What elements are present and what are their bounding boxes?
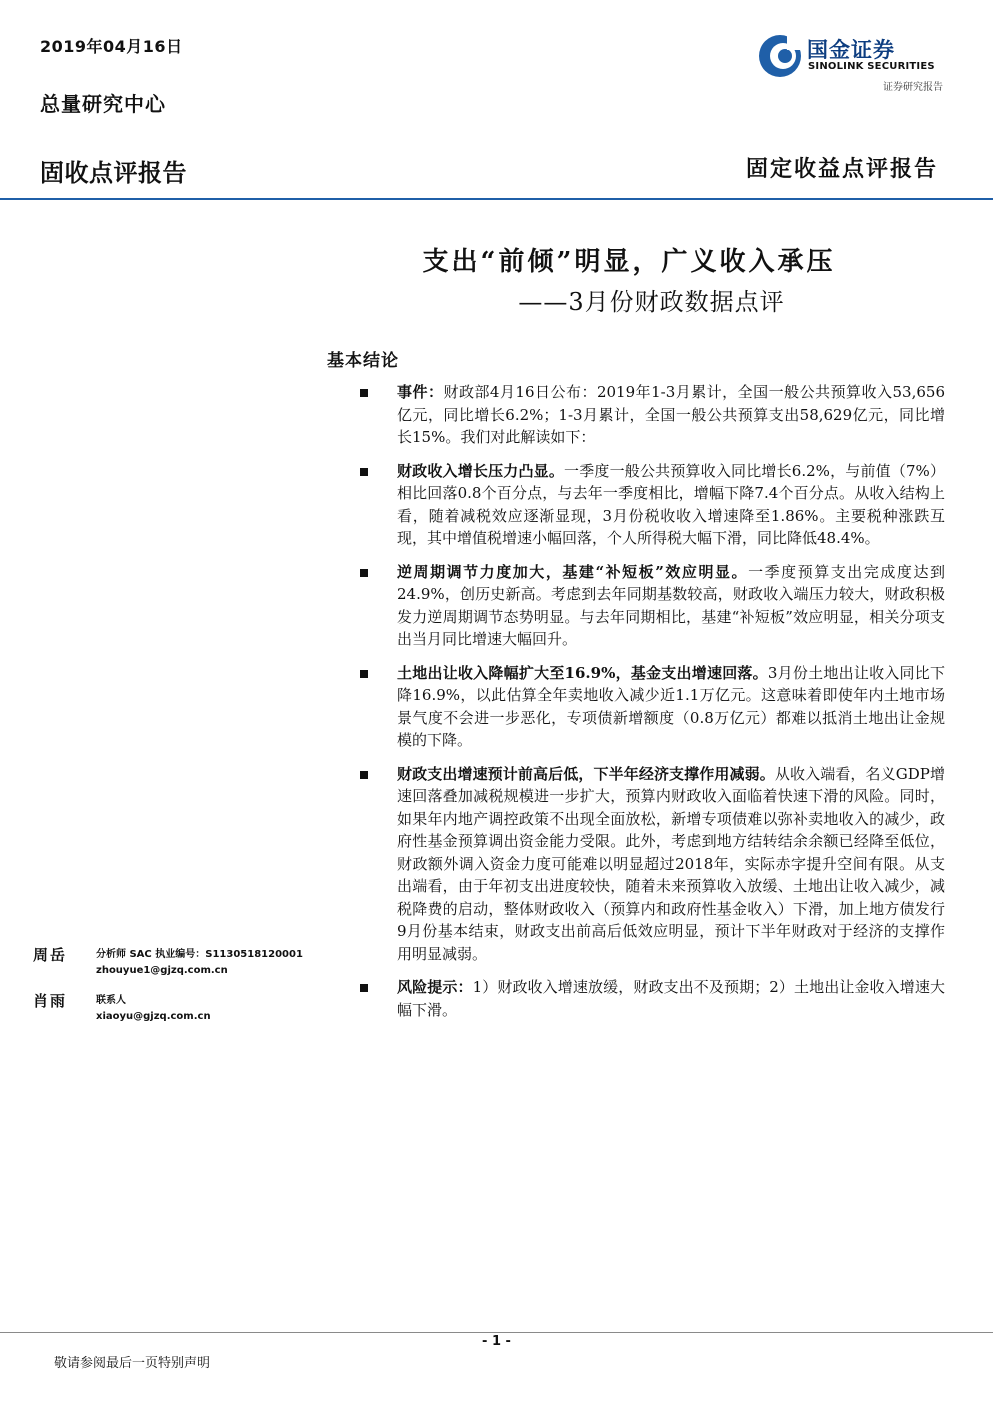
analyst-info	[96, 947, 303, 979]
list-item	[360, 662, 945, 752]
bullet-title: 事件：	[397, 383, 444, 401]
square-bullet-icon	[360, 984, 368, 992]
bullet-text: 3月份土地出让收入同比下降16.9%，以此估算全年卖地收入减少近1.1万亿元。这意味着即使年内土地市场景气度不会进一步恶化，专项债新增额度（0.8万亿元）都难以抵消土地出让金规模的下降。	[397, 663, 946, 749]
company-logo	[757, 33, 947, 78]
bullet-title: 风险提示：	[397, 978, 473, 996]
contact-email: xiaoyu@gjzq.com.cn	[96, 1011, 211, 1022]
report-title: 支出“前倾”明显，广义收入承压	[422, 247, 836, 277]
report-type-right: 固定收益点评报告	[745, 156, 938, 182]
header-rule	[0, 198, 993, 200]
contact-info	[96, 993, 211, 1025]
analyst-credential: 分析师 SAC 执业编号：S1130518120001	[96, 949, 303, 960]
logo-text-cn: 国金证券	[807, 38, 895, 62]
report-subtitle: ——3月份财政数据点评	[518, 288, 785, 316]
report-date: 2019年04月16日	[40, 37, 183, 56]
bullet-title: 财政支出增速预计前高后低，下半年经济支撑作用减弱。	[397, 764, 775, 783]
bullet-text: 一季度预算支出完成度达到24.9%，创历史新高。考虑到去年同期基数较高，财政收入端压力较大，财政积极发力逆周期调节态势明显。与去年同期相比，基建“补短板”效应明显，相关分项支出当月同比增速大幅回升。	[397, 562, 945, 648]
list-item	[360, 460, 945, 550]
analyst-email: zhouyue1@gjzq.com.cn	[96, 965, 228, 976]
footer-rule	[0, 1332, 993, 1333]
analyst-name: 周岳	[33, 946, 68, 964]
bullet-title: 财政收入增长压力凸显。	[397, 461, 565, 480]
bullet-text: 财政部4月16日公布：2019年1-3月累计，全国一般公共预算收入53,656亿元，同比增长6.2%；1-3月累计，全国一般公共预算支出58,629亿元，同比增长15%。我们对此解读如下：	[397, 383, 945, 446]
report-type: 固收点评报告	[40, 159, 187, 187]
square-bullet-icon	[360, 670, 368, 678]
bullet-text: 一季度一般公共预算收入同比增长6.2%，与前值（7%）相比回落0.8个百分点，与去年一季度相比，增幅下降7.4个百分点。从收入结构上看，随着减税效应逐渐显现，3月份税收收入增速降至1.86%。主要税种涨跌互现，其中增值税增速小幅回落，个人所得税大幅下滑，同比降低48.4%。	[397, 461, 945, 547]
contact-role: 联系人	[96, 995, 126, 1006]
square-bullet-icon	[360, 389, 368, 397]
bullet-text: 从收入端看，名义GDP增速回落叠加减税规模进一步扩大，预算内财政收入面临着快速下滑的风险。同时，如果年内地产调控政策不出现全面放松，新增专项债难以弥补卖地收入的减少，政府性基金预算调出资金能力受限。此外，考虑到地方结转结余余额已经降至低位，财政额外调入资金力度可能难以明显超过2018年，实际赤字提升空间有限。从支出端看，由于年初支出进度较快，随着未来预算收入放缓、土地出让收入减少，减税降费的启动，整体财政收入（预算内和政府性基金收入）下滑，加上地方债发行9月份基本结束，财政支出前高后低效应明显，预计下半年财政对于经济的支撑作用明显减弱。	[397, 764, 945, 963]
bullet-title: 逆周期调节力度加大，基建“补短板”效应明显。	[397, 562, 749, 581]
bullet-title: 土地出让收入降幅扩大至16.9%，基金支出增速回落。	[397, 663, 768, 682]
footer-disclaimer: 敬请参阅最后一页特别声明	[54, 1356, 211, 1371]
list-item	[360, 763, 945, 966]
conclusion-list	[360, 381, 945, 1032]
section-heading: 基本结论	[327, 351, 399, 371]
list-item	[360, 976, 945, 1021]
list-item	[360, 561, 945, 651]
research-center: 总量研究中心	[40, 92, 166, 116]
square-bullet-icon	[360, 468, 368, 476]
logo-text-en: SINOLINK SECURITIES	[808, 61, 935, 72]
list-item	[360, 381, 945, 449]
square-bullet-icon	[360, 771, 368, 779]
contact-name: 肖雨	[33, 992, 68, 1010]
page-number: - 1 -	[482, 1334, 511, 1349]
logo-subtitle: 证券研究报告	[883, 82, 943, 93]
square-bullet-icon	[360, 569, 368, 577]
bullet-text: 1）财政收入增速放缓，财政支出不及预期；2）土地出让金收入增速大幅下滑。	[397, 978, 945, 1019]
logo-mark-icon	[757, 33, 803, 79]
